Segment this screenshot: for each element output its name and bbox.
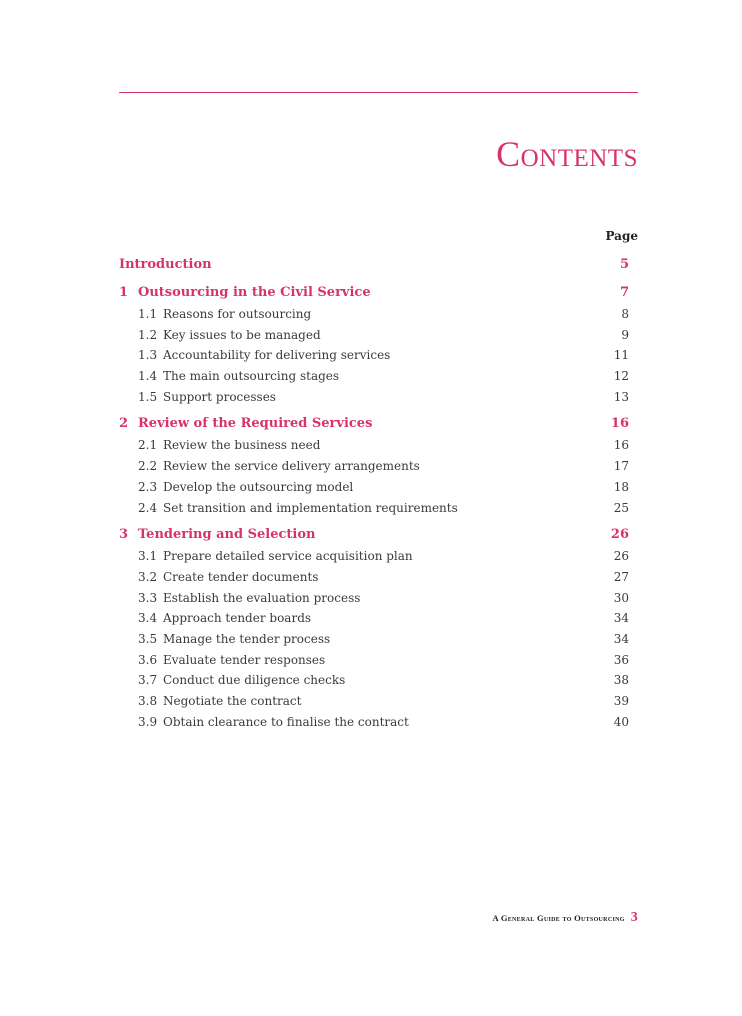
toc-entry-number: 1.5 bbox=[138, 389, 158, 404]
toc-section-page: 16 bbox=[610, 416, 629, 432]
toc-entry-label: Key issues to be managed bbox=[163, 327, 321, 342]
toc-entry[interactable] bbox=[119, 629, 638, 650]
toc-intro-entry[interactable] bbox=[119, 254, 638, 276]
footer-page-number: 3 bbox=[630, 910, 638, 925]
toc-section-number: 2 bbox=[119, 416, 129, 432]
toc-entry-label: Conduct due diligence checks bbox=[163, 673, 346, 688]
toc-entry[interactable] bbox=[119, 366, 638, 387]
toc-entry-page: 30 bbox=[613, 590, 629, 605]
toc-entry-page: 12 bbox=[613, 369, 629, 384]
toc-entry-page: 34 bbox=[613, 631, 629, 646]
toc-entry-label: Review the business need bbox=[163, 438, 321, 453]
toc-entry-label: The main outsourcing stages bbox=[163, 369, 340, 384]
toc-entry[interactable] bbox=[119, 608, 638, 629]
toc-entry-number: 3.7 bbox=[138, 673, 158, 688]
toc-entry-label: Review the service delivery arrangements bbox=[163, 459, 420, 474]
toc-entry-number: 1.1 bbox=[138, 307, 158, 321]
toc-entry-page: 36 bbox=[613, 652, 629, 667]
toc-entry-page: 27 bbox=[613, 569, 629, 584]
toc-entry-page: 11 bbox=[613, 348, 629, 363]
toc-entry-number: 3.1 bbox=[138, 549, 158, 564]
toc-entry-number: 1.3 bbox=[138, 348, 158, 363]
toc-section-heading[interactable] bbox=[119, 524, 638, 546]
toc-entry-number: 1.2 bbox=[138, 327, 158, 342]
toc-entry-page: 25 bbox=[613, 500, 629, 515]
toc-entry-label: Develop the outsourcing model bbox=[163, 479, 354, 494]
toc-entry-label: Prepare detailed service acquisition plan bbox=[163, 549, 413, 564]
toc-entry[interactable] bbox=[119, 498, 638, 519]
toc-entry-label: Establish the evaluation process bbox=[163, 590, 361, 605]
toc-entry-page: 39 bbox=[613, 694, 629, 708]
toc-entry-number: 1.4 bbox=[138, 369, 158, 384]
toc-entry-number: 2.3 bbox=[138, 479, 158, 494]
toc-entry-page: 17 bbox=[613, 459, 629, 474]
toc-entry-label: Set transition and implementation requirements bbox=[163, 500, 458, 515]
toc-entry-number: 3.4 bbox=[138, 611, 158, 626]
table-of-contents bbox=[119, 254, 638, 732]
toc-entry-page: 40 bbox=[613, 714, 629, 729]
toc-entry-number: 3.6 bbox=[138, 652, 158, 667]
toc-section-title: Tendering and Selection bbox=[138, 527, 316, 543]
toc-entry-label: Reasons for outsourcing bbox=[163, 307, 312, 321]
toc-entry-number: 2.2 bbox=[138, 459, 158, 474]
toc-entry[interactable] bbox=[119, 325, 638, 346]
toc-entry-page: 8 bbox=[621, 307, 629, 321]
toc-entry-page: 13 bbox=[613, 389, 629, 404]
toc-entry-number: 3.9 bbox=[138, 714, 158, 729]
toc-entry[interactable] bbox=[119, 670, 638, 691]
toc-sections bbox=[119, 282, 638, 732]
toc-entry-label: Accountability for delivering services bbox=[163, 348, 391, 363]
toc-entry-page: 26 bbox=[613, 549, 629, 564]
toc-entry-label: Approach tender boards bbox=[163, 611, 312, 626]
toc-entry[interactable] bbox=[119, 435, 638, 456]
toc-entry-label: Evaluate tender responses bbox=[163, 652, 326, 667]
toc-entry[interactable] bbox=[119, 304, 638, 325]
toc-entry-label: Obtain clearance to finalise the contract bbox=[163, 714, 409, 729]
footer-title: A General Guide to Outsourcing bbox=[492, 913, 625, 923]
page-column-label: Page bbox=[605, 229, 638, 243]
toc-entry-label: Support processes bbox=[163, 389, 276, 404]
toc-section-title: Review of the Required Services bbox=[138, 416, 373, 432]
toc-entry-label: Manage the tender process bbox=[163, 631, 331, 646]
toc-entry-number: 3.2 bbox=[138, 569, 158, 584]
toc-entry-page: 34 bbox=[613, 611, 629, 626]
toc-entry-label: Introduction bbox=[119, 257, 212, 272]
toc-entry[interactable] bbox=[119, 712, 638, 733]
toc-section-page: 26 bbox=[610, 527, 629, 543]
toc-section-page: 7 bbox=[619, 285, 629, 300]
toc-entry[interactable] bbox=[119, 650, 638, 671]
toc-section-number: 3 bbox=[119, 527, 129, 543]
toc-entry[interactable] bbox=[119, 456, 638, 477]
page-title: Contents bbox=[496, 134, 638, 174]
header-rule bbox=[119, 92, 638, 93]
toc-entry-number: 2.1 bbox=[138, 438, 158, 453]
toc-entry-page: 5 bbox=[619, 257, 629, 272]
toc-entry-page: 16 bbox=[613, 438, 629, 453]
toc-section-number: 1 bbox=[119, 285, 129, 300]
toc-entry[interactable] bbox=[119, 546, 638, 567]
toc-entry[interactable] bbox=[119, 567, 638, 588]
toc-entry[interactable] bbox=[119, 477, 638, 498]
toc-entry[interactable] bbox=[119, 588, 638, 609]
toc-entry-label: Create tender documents bbox=[163, 569, 319, 584]
toc-section-title: Outsourcing in the Civil Service bbox=[138, 285, 371, 300]
toc-entry-number: 3.3 bbox=[138, 590, 158, 605]
toc-entry-page: 38 bbox=[613, 673, 629, 688]
toc-section-heading[interactable] bbox=[119, 282, 638, 304]
toc-entry-number: 3.8 bbox=[138, 694, 158, 708]
toc-entry-label: Negotiate the contract bbox=[163, 694, 302, 708]
toc-entry-number: 3.5 bbox=[138, 631, 158, 646]
toc-section-heading[interactable] bbox=[119, 413, 638, 435]
toc-entry-page: 9 bbox=[621, 327, 629, 342]
toc-entry-page: 18 bbox=[613, 479, 629, 494]
toc-entry[interactable] bbox=[119, 387, 638, 408]
toc-entry[interactable] bbox=[119, 345, 638, 366]
page-footer bbox=[492, 910, 638, 926]
toc-entry-number: 2.4 bbox=[138, 500, 158, 515]
toc-entry[interactable] bbox=[119, 691, 638, 712]
